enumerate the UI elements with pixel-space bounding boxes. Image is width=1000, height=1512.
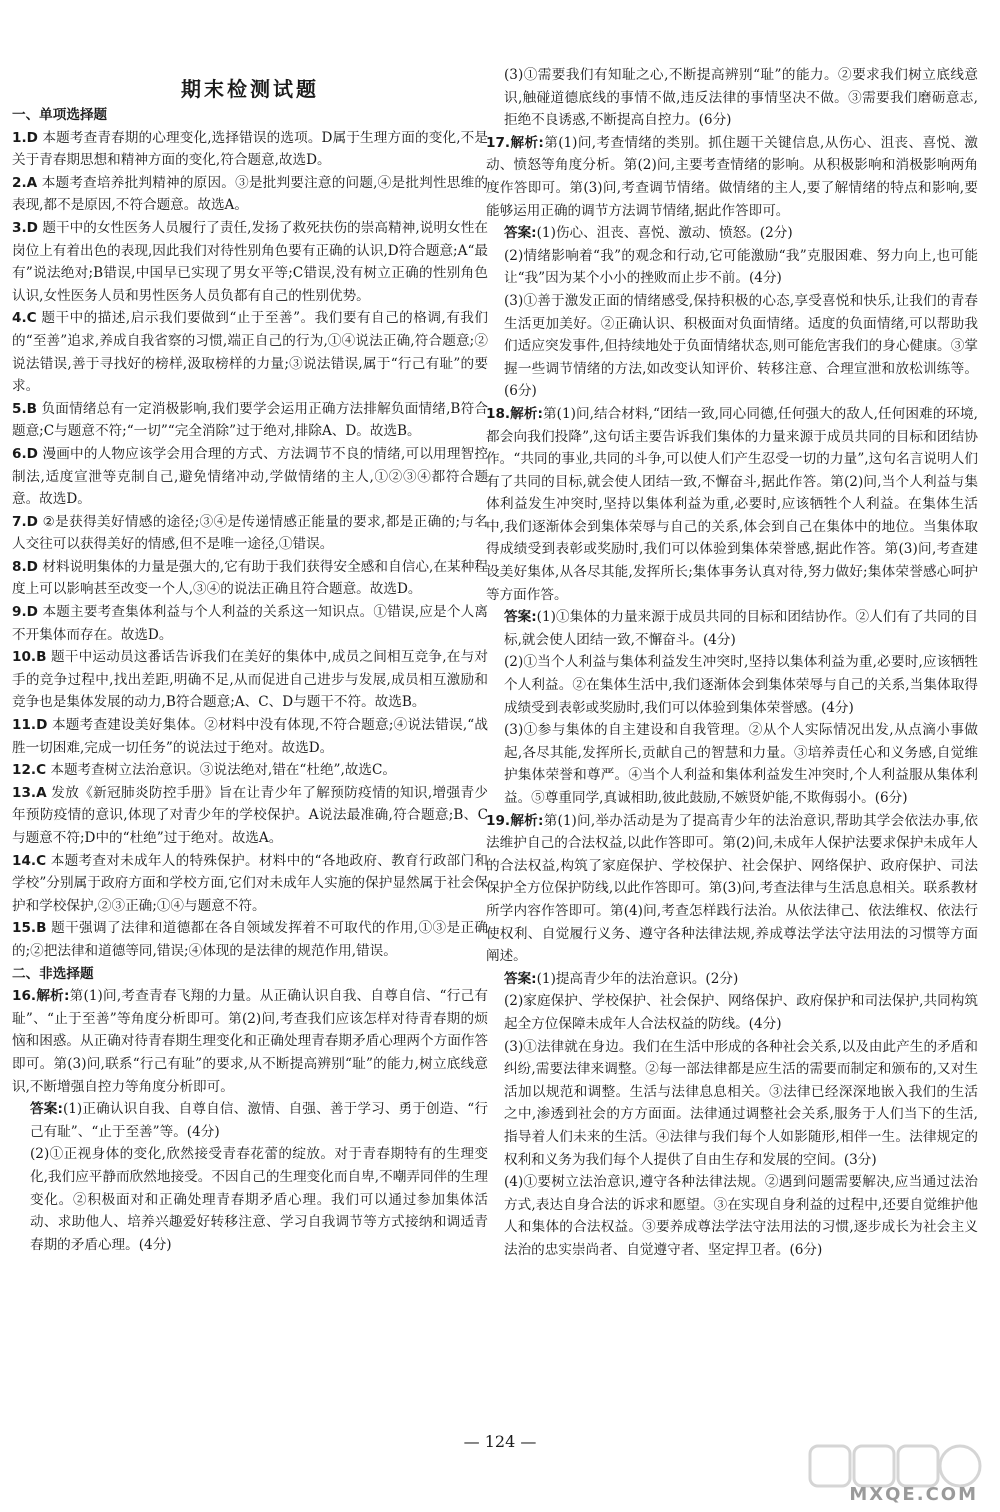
mc-item-text: 本题考查对未成年人的特殊保护。材料中的“各地政府、教育行政部门和学校”分别属于政府方面和学校方面,它们对未成年人实施的保护显然属于社会保护和学校保护,②③正确;①④与题意不符。 (12, 852, 489, 914)
mc-item (12, 307, 488, 397)
mc-item-text: 题干中运动员这番话告诉我们在美好的集体中,成员之间相互竞争,在与对手的竞争过程中,找出差距,明确不足,从而促进自己进步与发展,成员相互激励和竞争也是集体发展的动力,B符合题意;A、C、D与题干不符。故选B。 (12, 649, 489, 711)
question-17 (486, 132, 978, 403)
mc-item-number: 1.D (12, 129, 38, 146)
mc-item-text: 题干强调了法律和道德都在各自领域发挥着不可取代的作用,①③是正确的;②把法律和道德等同,错误;④体现的是法律的规范作用,错误。 (12, 920, 488, 959)
mc-item-number: 14.C (12, 852, 47, 869)
question-18 (486, 403, 978, 810)
mc-item-text: 本题考查树立法治意识。③说法绝对,错在“杜绝”,故选C。 (50, 762, 396, 779)
question-19 (486, 810, 978, 1262)
q16-answer-2: (2)①正视身体的变化,欣然接受青春花蕾的绽放。对于青春期特有的生理变化,我们应平静而欣然地接受。不因自己的生理变化而自卑,不嘲弄同伴的生理变化。②积极面对和正确处理青春期矛盾心理。我们可以通过参加集体活动、求助他人、培养兴趣爱好转移注意、学习自我调节等方式接纳和调适青春期的矛盾心理。(4分) (30, 1146, 488, 1253)
watermark-text: MXQE.COM (849, 1484, 978, 1505)
mc-item (12, 782, 488, 850)
mc-item-number: 15.B (12, 920, 47, 937)
mc-item-number: 2.A (12, 174, 38, 191)
q16-answer-3: (3)①需要我们有知耻之心,不断提高辨别“耻”的能力。②要求我们树立底线意识,触碰道德底线的事情不做,违反法律的事情坚决不做。③需要我们磨砺意志,拒绝不良诱惑,不断提高自控力。(6分) (504, 67, 978, 129)
q19-answer-2: (2)家庭保护、学校保护、社会保护、网络保护、政府保护和司法保护,共同构筑起全方位保障未成年人合法权益的防线。(4分) (504, 993, 978, 1032)
q19-answer-1: 答案:(1)提高青少年的法治意识。(2分) (504, 970, 739, 987)
mc-item-text: 漫画中的人物应该学会用合理的方式、方法调节不良的情绪,可以用理智控制法,适度宣泄等克制自己,避免情绪冲动,学做情绪的主人,①②③④都符合题意。故选D。 (12, 445, 488, 508)
q18-answer-1: 答案:(1)①集体的力量来源于成员共同的目标和团结协作。②人们有了共同的目标,就会使人团结一致,不懈奋斗。(4分) (504, 609, 978, 648)
section-heading-non-choice: 二、非选择题 (12, 965, 94, 982)
page-number: — 124 — (463, 1432, 537, 1451)
mc-item-text: 题干中的描述,启示我们要做到“止于至善”。我们要有自己的格调,有我们的“至善”追求,养成自我省察的习惯,端正自己的行为,①④说法正确,符合题意;②说法错误,善于寻找好的榜样,汲取榜样的力量;③说法错误,属于“行己有耻”的要求。 (12, 310, 488, 395)
mc-item (12, 443, 488, 511)
mc-item-number: 8.D (12, 558, 38, 575)
mc-item (12, 511, 488, 556)
mc-item-number: 3.D (12, 219, 38, 236)
q16-analysis: 16.解析:第(1)问,考查青春飞翔的力量。从正确认识自我、自尊自信、“行己有耻”、“止于至善”等角度分析即可。第(2)问,考查我们应该怎样对待青春期的烦恼和困惑。从正确对待青春期生理变化和正确处理青春期矛盾心理两个方面作答即可。第(3)问,联系“行己有耻”的要求,从不断提高辨别“耻”的能力,树立底线意识,不断增强自控力等角度分析即可。 (12, 988, 488, 1095)
mc-item-number: 6.D (12, 445, 38, 462)
mc-item (12, 850, 488, 918)
mc-item-text: 本题考查建设美好集体。②材料中没有体现,不符合题意;④说法错误,“战胜一切困难,完成一切任务”的说法过于绝对。故选D。 (12, 717, 488, 756)
mc-item-number: 7.D (12, 513, 38, 530)
multiple-choice-list (12, 127, 488, 963)
q18-analysis: 18.解析:第(1)问,结合材料,“团结一致,同心同德,任何强大的敌人,任何困难的环境,都会向我们投降”,这句话主要告诉我们集体的力量来源于成员共同的目标和团结协作。“共同的事业,共同的斗争,可以使人们产生忍受一切的力量”,这句名言说明人们有了共同的目标,就会使人团结一致,不懈奋斗,据此作答。第(2)问,当个人利益与集体利益发生冲突时,坚持以集体利益为重,必要时,应该牺牲个人利益。在集体生活中,我们逐渐体会到集体荣辱与自己的关系,体会到自己在集体中的地位。当集体取得成绩受到表彰或奖励时,我们可以体验到集体荣誉感,据此作答。第(3)问,考查建设美好集体,从各尽其能,发挥所长;集体事务认真对待,努力做好;集体荣誉感心呵护等方面作答。 (486, 405, 978, 603)
mc-item-text: 本题主要考查集体利益与个人利益的关系这一知识点。①错误,应是个人离不开集体而存在。故选D。 (12, 604, 488, 643)
q18-answer-2: (2)①当个人利益与集体利益发生冲突时,坚持以集体利益为重,必要时,应该牺牲个人利益。②在集体生活中,我们逐渐体会到集体荣辱与自己的关系,当集体取得成绩受到表彰或奖励时,我们可以体验到集体荣誉感。(4分) (504, 654, 978, 716)
right-column (486, 64, 978, 1261)
mc-item-number: 11.D (12, 717, 48, 734)
mc-item-number: 5.B (12, 400, 37, 417)
q17-answer-3: (3)①善于激发正面的情绪感受,保持积极的心态,享受喜悦和快乐,让我们的青春生活更加美好。②正确认识、积极面对负面情绪。适度的负面情绪,可以帮助我们适应突发事件,但持续地处于负面情绪状态,则可能危害我们的身心健康。③掌握一些调节情绪的方法,如改变认知评价、转移注意、合理宣泄和放松训练等。(6分) (504, 292, 978, 400)
mc-item (12, 127, 488, 172)
mc-item-number: 13.A (12, 784, 47, 801)
mc-item (12, 217, 488, 307)
mc-item-text: 本题考查培养批判精神的原因。③是批判要注意的问题,④是批判性思维的表现,都不是原因,不符合题意。故选A。 (12, 174, 488, 214)
mc-item-text: 负面情绪总有一定消极影响,我们要学会运用正确方法排解负面情绪,B符合题意;C与题意不符;“一切”“完全消除”过于绝对,排除A、D。故选B。 (12, 400, 488, 440)
mc-item-number: 10.B (12, 649, 47, 666)
mc-item-text: ②是获得美好情感的途径;③④是传递情感正能量的要求,都是正确的;与名人交往可以获得美好的情感,但不是唯一途径,①错误。 (12, 513, 488, 553)
mc-item-number: 4.C (12, 310, 37, 327)
q19-analysis: 19.解析:第(1)问,举办活动是为了提高青少年的法治意识,帮助其学会依法办事,依法维护自己的合法权益,以此作答即可。第(2)问,未成年人保护法要求保护未成年人的合法权益,构筑了家庭保护、学校保护、社会保护、网络保护、政府保护、司法保护全方位保护防线,以此作答即可。第(3)问,考查法律与生活息息相关。联系教材所学内容作答即可。第(4)问,考查怎样践行法治。从依法律己、依法维权、依法行使权利、自觉履行义务、遵守各种法律法规,养成尊法学法守法用法的习惯等方面阐述。 (486, 812, 979, 965)
mc-item (12, 172, 488, 217)
mc-item-text: 题干中的女性医务人员履行了责任,发扬了救死扶伤的崇高精神,说明女性在岗位上有着出色的表现,因此我们对待性别角色要有正确的认识,D符合题意;A“最有”说法绝对;B错误,中国早已实现了男女平等;C错误,没有树立正确的性别角色认识,女性医务人员和男性医务人员负都有自己的性别优势。 (12, 219, 488, 304)
q18-answer-3: (3)①参与集体的自主建设和自我管理。②从个人实际情况出发,从点滴小事做起,各尽其能,发挥所长,贡献自己的智慧和力量。③培养责任心和义务感,自觉维护集体荣誉和尊严。④当个人利益和集体利益发生冲突时,个人利益服从集体利益。⑤尊重同学,真诚相助,彼此鼓励,不嫉贤妒能,不欺侮弱小。(6分) (504, 722, 978, 806)
q17-analysis: 17.解析:第(1)问,考查情绪的类别。抓住题干关键信息,从伤心、沮丧、喜悦、激动、愤怒等角度分析。第(2)问,主要考查情绪的影响。从积极影响和消极影响两角度作答即可。第(3)问,考查调节情绪。做情绪的主人,要了解情绪的特点和影响,要能够运用正确的调节方法调节情绪,据此作答即可。 (486, 134, 979, 219)
q17-answer-1: 答案:(1)伤心、沮丧、喜悦、激动、愤怒。(2分) (504, 225, 793, 242)
page-title: 期末检测试题 (181, 77, 319, 101)
left-column (12, 64, 488, 1256)
mc-item-text: 材料说明集体的力量是强大的,它有助于我们获得安全感和自信心,在某种程度上可以影响甚至改变一个人,③④的说法正确且符合题意。故选D。 (12, 558, 488, 598)
q19-answer-4: (4)①要树立法治意识,遵守各种法律法规。②遇到问题需要解决,应当通过法治方式,表达自身合法的诉求和愿望。③在实现自身利益的过程中,还要自觉维护他人和集体的合法权益。③要养成尊法学法守法用法的习惯,逐步成长为社会主义法治的忠实崇尚者、自觉遵守者、坚定捍卫者。(6分) (504, 1174, 978, 1258)
mc-item-number: 12.C (12, 762, 47, 779)
mc-item (12, 917, 488, 962)
mc-item (12, 759, 488, 782)
mc-item-text: 本题考查青春期的心理变化,选择错误的选项。D属于生理方面的变化,不是关于青春期思想和精神方面的变化,符合题意,故选D。 (12, 129, 488, 169)
mc-item (12, 646, 488, 714)
question-16 (12, 985, 488, 1256)
mc-item (12, 601, 488, 646)
mc-item-text: 发放《新冠肺炎防控手册》旨在让青少年了解预防疫情的知识,增强青少年预防疫情的意识,体现了对青少年的学校保护。A说法最准确,符合题意;B、C与题意不符;D中的“杜绝”过于绝对。故选A。 (12, 784, 488, 846)
section-heading-single-choice: 一、单项选择题 (12, 107, 108, 123)
mc-item (12, 556, 488, 601)
q17-answer-2: (2)情绪影响着“我”的观念和行动,它可能激励“我”克服困难、努力向上,也可能让“我”因为某个小小的挫败而止步不前。(4分) (504, 247, 978, 287)
q19-answer-3: (3)①法律就在身边。我们在生活中形成的各种社会关系,以及由此产生的矛盾和纠纷,需要法律来调整。②每一部法律都是应生活的需要而制定和颁布的,又对生活加以规范和调整。生活与法律息息相关。③法律已经深深地嵌入我们的生活之中,渗透到社会的方方面面。法律通过调整社会关系,服务于人们当下的生活,指导着人们未来的生活。④法律与我们每个人如影随形,相伴一生。法律规定的权利和义务为我们每个人提供了自由生存和发展的空间。(3分) (504, 1038, 978, 1168)
mc-item (12, 714, 488, 759)
mc-item (12, 398, 488, 443)
mc-item-number: 9.D (12, 604, 38, 621)
q16-answer-1: 答案:(1)正确认识自我、自尊自信、激情、自强、善于学习、勇于创造、“行己有耻”、“止于至善”等。(4分) (30, 1101, 489, 1140)
